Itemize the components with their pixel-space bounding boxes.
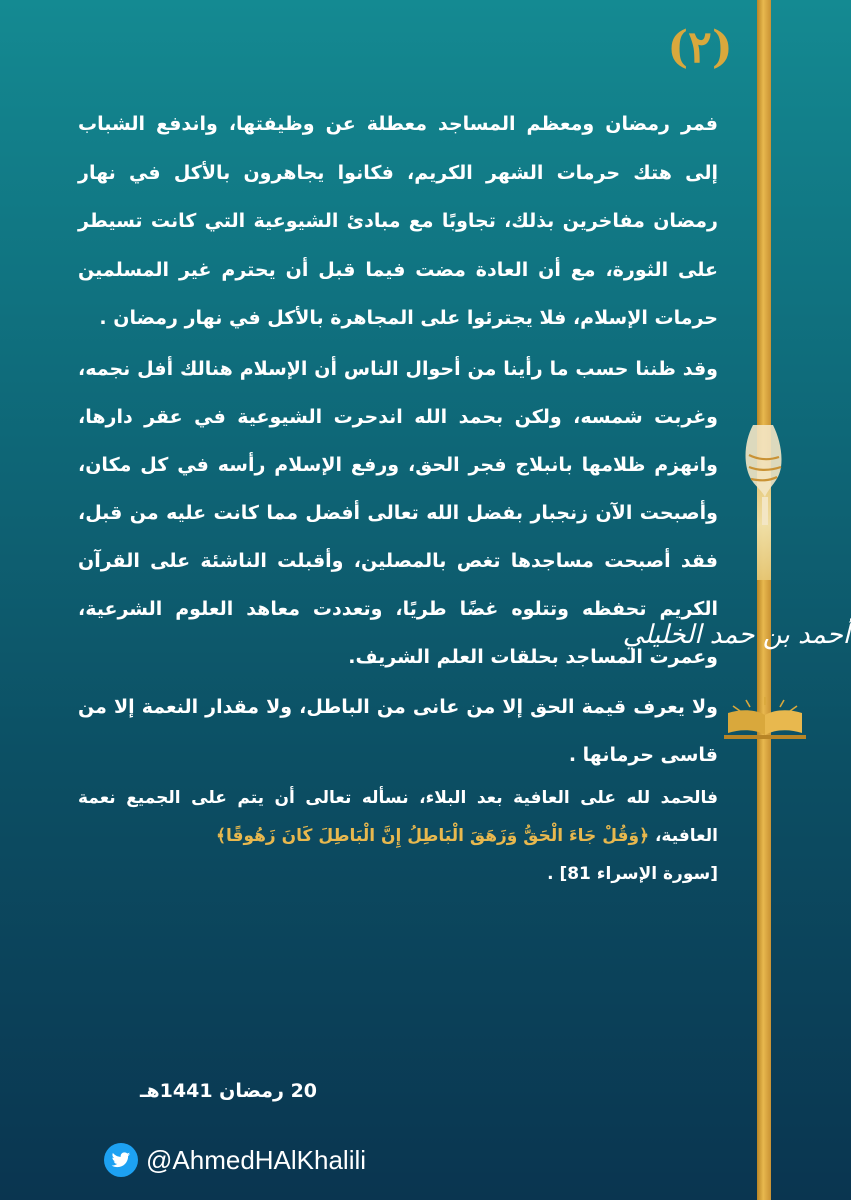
verse-reference: [سورة الإسراء 81] .	[547, 863, 718, 884]
page-number: (٢)	[667, 22, 733, 73]
date: 20 رمضان 1441هـ	[140, 1080, 318, 1102]
paragraph-1: فمر رمضان ومعظم المساجد معطلة عن وظيفتها، واندفع الشباب إلى هتك حرمات الشهر الكريم، فكانوا يجاهرون بالأكل في نهار رمضان مفاخرين بذلك، تجاوبًا مع مبادئ الشيوعية التي كانت تسيطر على الثورة، مع أن العادة مضت فيما قبل أن يحترم غير المسلمين حرمات الإسلام، فلا يجترئوا على المجاهرة بالأكل في نهار رمضان .	[78, 113, 718, 329]
signature-text: أحمد بن حمد الخليلي	[622, 620, 850, 650]
closing-paragraph	[78, 779, 718, 893]
twitter-handle-text: @AhmedHAlKhalili	[146, 1144, 367, 1175]
open-book-icon	[720, 697, 810, 741]
gold-vertical-bar	[757, 0, 771, 1200]
paragraph-2: وقد ظننا حسب ما رأينا من أحوال الناس أن الإسلام هنالك أفل نجمه، وغربت شمسه، ولكن بحمد الله اندحرت الشيوعية في عقر دارها، وانهزم ظلامها بانبلاج فجر الحق، ورفع الإسلام رأسه في كل مكان، وأصبحت الآن زنجبار بفضل الله تعالى أفضل مما كانت عليه من قبل، فقد أصبحت مساجدها تغص بالمصلين، وأقبلت الناشئة على القرآن الكريم تحفظه وتتلوه غضًا طريًا، وتعددت معاهد العلوم الشرعية، وعمرت المساجد بحلقات العلم الشريف.	[78, 357, 718, 668]
twitter-bird-icon	[104, 1143, 138, 1177]
article-body	[78, 100, 718, 893]
paragraph-3: ولا يعرف قيمة الحق إلا من عانى من الباطل، ولا مقدار النعمة إلا من قاسى حرمانها .	[78, 695, 718, 766]
closing-text: فالحمد لله على العافية بعد البلاء، نسأله تعالى أن يتم على الجميع نعمة العافية،	[78, 787, 718, 846]
quran-verse: ﴿وَقُلْ جَاءَ الْحَقُّ وَزَهَقَ الْبَاطِلُ إِنَّ الْبَاطِلَ كَانَ زَهُوقًا﴾	[216, 825, 650, 846]
twitter-handle-link[interactable]	[104, 1142, 366, 1178]
clasped-hands-icon	[735, 415, 793, 525]
